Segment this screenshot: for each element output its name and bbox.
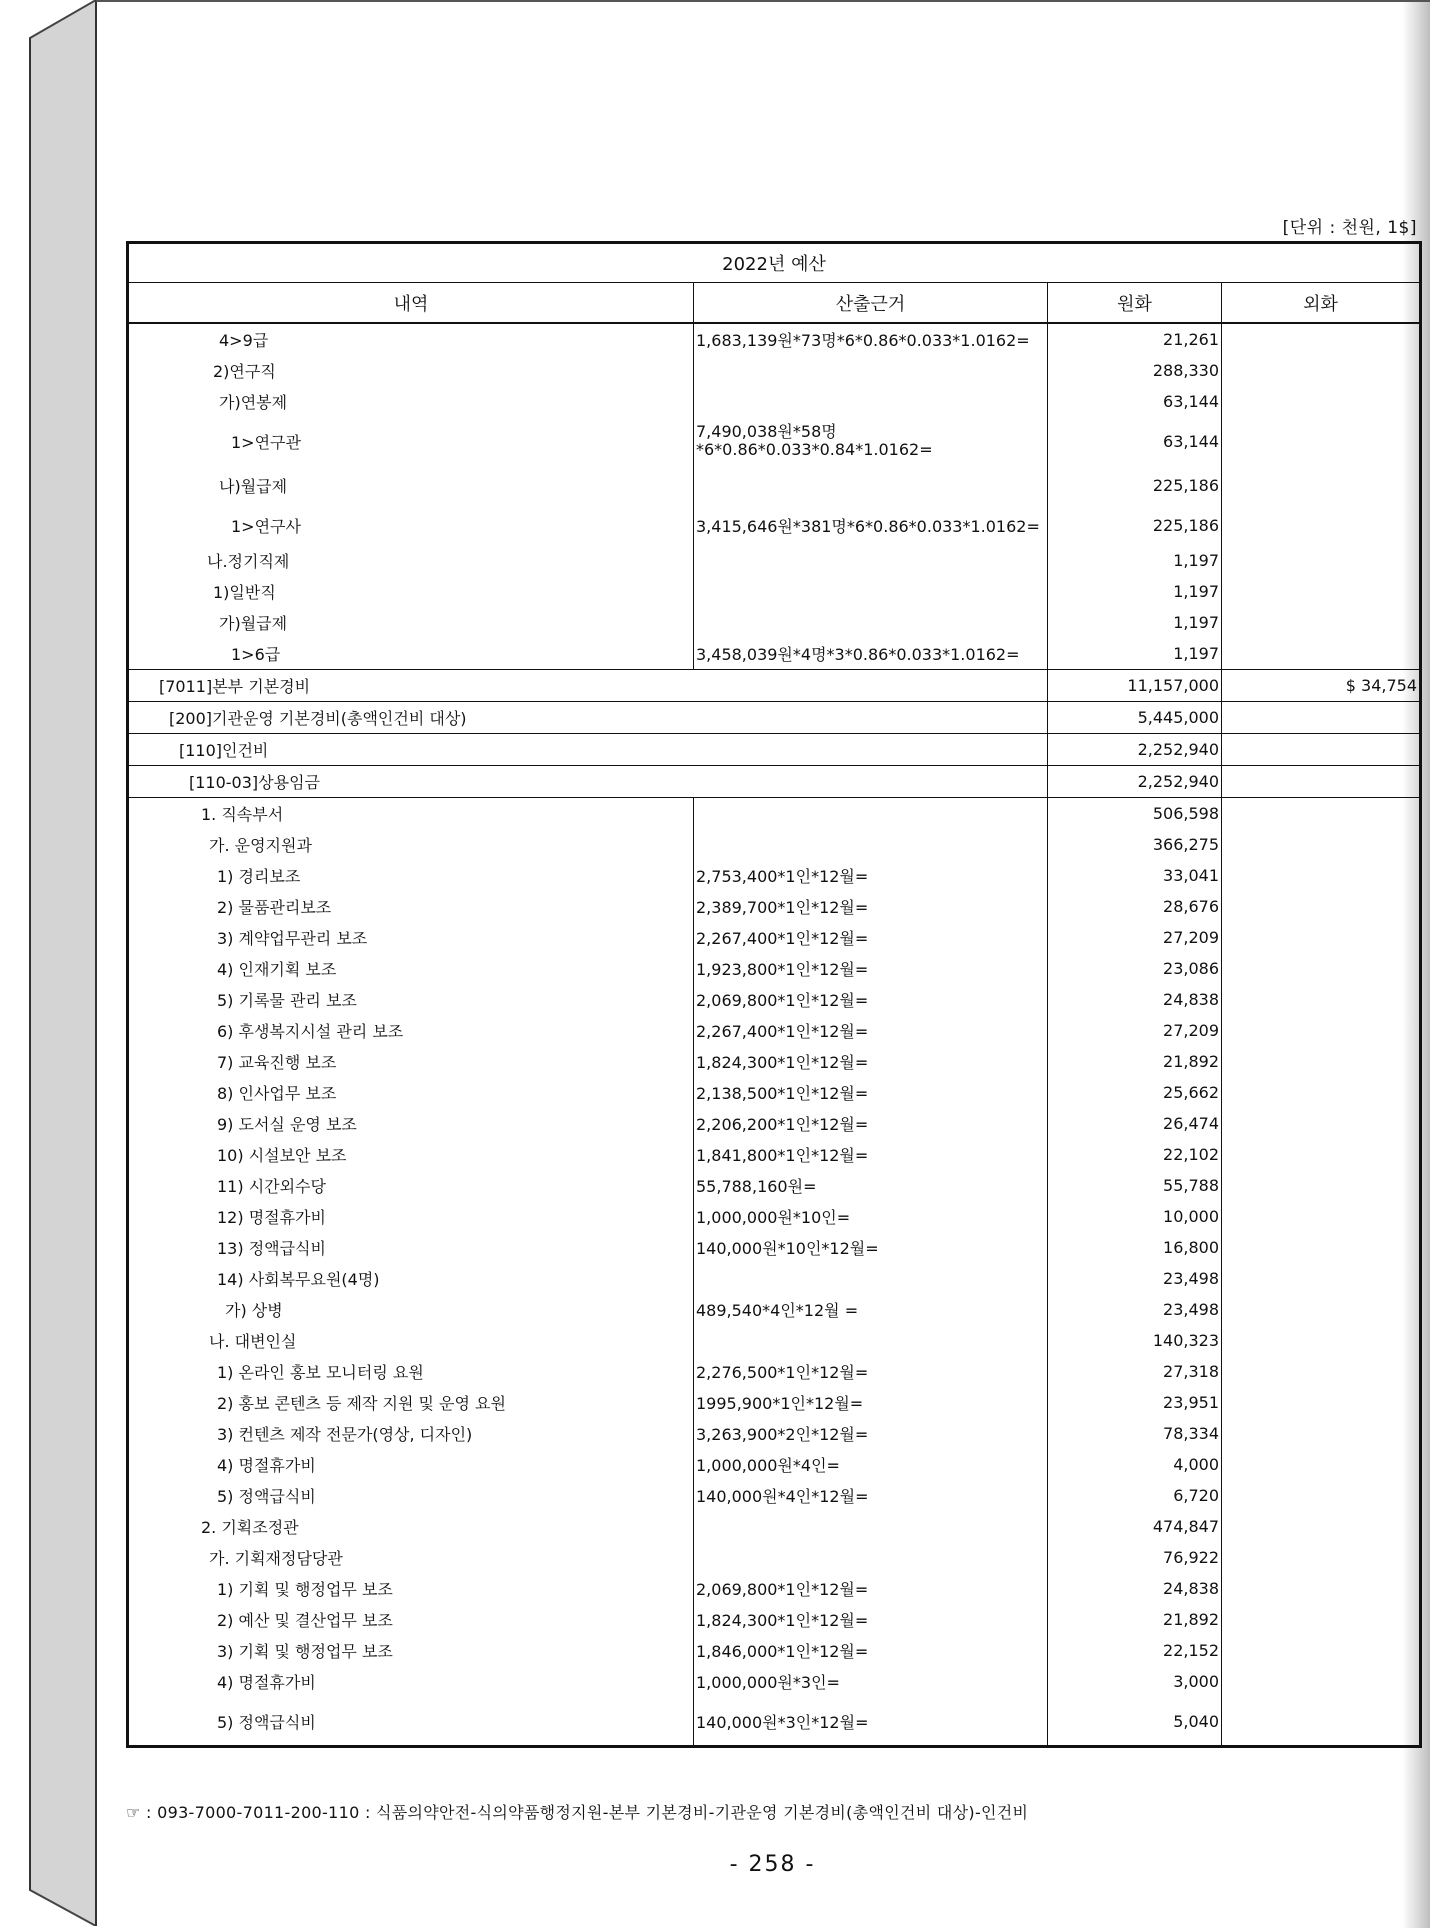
usd-cell: [1222, 1635, 1421, 1666]
usd-cell: [1222, 1480, 1421, 1511]
basis-cell: [694, 1263, 1048, 1294]
basis-cell: 55,788,160원=: [694, 1170, 1048, 1201]
table-row: [128, 1511, 1421, 1542]
usd-cell: [1222, 1449, 1421, 1480]
table-row: [128, 1449, 1421, 1480]
usd-cell: [1222, 1263, 1421, 1294]
basis-cell: 7,490,038원*58명*6*0.86*0.033*0.84*1.0162=: [694, 417, 1048, 465]
item-cell: 5) 정액급식비: [128, 1697, 694, 1747]
krw-cell: 10,000: [1048, 1201, 1222, 1232]
krw-cell: 21,261: [1048, 323, 1222, 355]
basis-cell: [694, 829, 1048, 860]
basis-cell: 2,276,500*1인*12월=: [694, 1356, 1048, 1387]
basis-cell: 2,389,700*1인*12월=: [694, 891, 1048, 922]
table-row: [128, 1480, 1421, 1511]
usd-cell: [1222, 1108, 1421, 1139]
item-cell: [7011]본부 기본경비: [128, 670, 1048, 702]
basis-cell: [694, 465, 1048, 505]
basis-cell: [694, 545, 1048, 576]
basis-cell: 2,267,400*1인*12월=: [694, 1015, 1048, 1046]
budget-rows: [128, 323, 1421, 1747]
table-row: [128, 734, 1421, 766]
krw-cell: 23,951: [1048, 1387, 1222, 1418]
item-cell: 나. 대변인실: [128, 1325, 694, 1356]
item-cell: 4) 인재기획 보조: [128, 953, 694, 984]
budget-table: [126, 241, 1422, 1748]
item-cell: [200]기관운영 기본경비(총액인건비 대상): [128, 702, 1048, 734]
item-cell: 3) 컨텐츠 제작 전문가(영상, 디자인): [128, 1418, 694, 1449]
table-row: [128, 355, 1421, 386]
table-row: [128, 417, 1421, 465]
item-cell: 4) 명절휴가비: [128, 1449, 694, 1480]
basis-cell: [694, 607, 1048, 638]
table-row: [128, 1263, 1421, 1294]
krw-cell: 6,720: [1048, 1480, 1222, 1511]
basis-cell: [694, 386, 1048, 417]
basis-cell: 1,923,800*1인*12월=: [694, 953, 1048, 984]
usd-cell: $ 34,754: [1222, 670, 1421, 702]
usd-cell: [1222, 1232, 1421, 1263]
item-cell: 8) 인사업무 보조: [128, 1077, 694, 1108]
item-cell: 4) 명절휴가비: [128, 1666, 694, 1697]
usd-cell: [1222, 1604, 1421, 1635]
usd-cell: [1222, 1387, 1421, 1418]
item-cell: 가. 운영지원과: [128, 829, 694, 860]
basis-cell: 1995,900*1인*12월=: [694, 1387, 1048, 1418]
usd-cell: [1222, 766, 1421, 798]
table-row: [128, 576, 1421, 607]
krw-cell: 474,847: [1048, 1511, 1222, 1542]
item-cell: 2) 홍보 콘텐츠 등 제작 지원 및 운영 요원: [128, 1387, 694, 1418]
basis-cell: 3,458,039원*4명*3*0.86*0.033*1.0162=: [694, 638, 1048, 670]
krw-cell: 1,197: [1048, 576, 1222, 607]
usd-cell: [1222, 1573, 1421, 1604]
krw-cell: 27,318: [1048, 1356, 1222, 1387]
usd-cell: [1222, 1542, 1421, 1573]
krw-cell: 23,498: [1048, 1263, 1222, 1294]
item-cell: 3) 계약업무관리 보조: [128, 922, 694, 953]
krw-cell: 25,662: [1048, 1077, 1222, 1108]
krw-cell: 26,474: [1048, 1108, 1222, 1139]
table-row: [128, 1170, 1421, 1201]
item-cell: 13) 정액급식비: [128, 1232, 694, 1263]
item-cell: 6) 후생복지시설 관리 보조: [128, 1015, 694, 1046]
usd-cell: [1222, 505, 1421, 545]
item-cell: 가)월급제: [128, 607, 694, 638]
item-cell: 10) 시설보안 보조: [128, 1139, 694, 1170]
table-row: [128, 1108, 1421, 1139]
table-row: [128, 1387, 1421, 1418]
table-row: [128, 1201, 1421, 1232]
usd-cell: [1222, 734, 1421, 766]
unit-label: [단위 : 천원, 1$]: [1282, 218, 1417, 238]
krw-cell: 33,041: [1048, 860, 1222, 891]
table-row: [128, 465, 1421, 505]
usd-cell: [1222, 1046, 1421, 1077]
item-cell: [110]인건비: [128, 734, 1048, 766]
basis-cell: 2,267,400*1인*12월=: [694, 922, 1048, 953]
table-row: [128, 1604, 1421, 1635]
krw-cell: 24,838: [1048, 1573, 1222, 1604]
usd-cell: [1222, 953, 1421, 984]
usd-cell: [1222, 829, 1421, 860]
basis-cell: 2,206,200*1인*12월=: [694, 1108, 1048, 1139]
krw-cell: 23,498: [1048, 1294, 1222, 1325]
basis-cell: 140,000원*3인*12월=: [694, 1697, 1048, 1747]
item-cell: 1) 경리보조: [128, 860, 694, 891]
usd-cell: [1222, 386, 1421, 417]
table-row: [128, 702, 1421, 734]
basis-cell: 3,415,646원*381명*6*0.86*0.033*1.0162=: [694, 505, 1048, 545]
table-row: [128, 860, 1421, 891]
krw-cell: 4,000: [1048, 1449, 1222, 1480]
basis-cell: [694, 798, 1048, 830]
usd-cell: [1222, 860, 1421, 891]
krw-cell: 1,197: [1048, 545, 1222, 576]
basis-cell: 1,000,000원*4인=: [694, 1449, 1048, 1480]
item-cell: 가. 기획재정담당관: [128, 1542, 694, 1573]
usd-cell: [1222, 984, 1421, 1015]
krw-cell: 1,197: [1048, 607, 1222, 638]
krw-cell: 22,102: [1048, 1139, 1222, 1170]
krw-cell: 506,598: [1048, 798, 1222, 830]
item-cell: 11) 시간외수당: [128, 1170, 694, 1201]
basis-cell: 140,000원*10인*12월=: [694, 1232, 1048, 1263]
column-header-krw: 원화: [1048, 283, 1222, 324]
table-row: [128, 1077, 1421, 1108]
basis-cell: 489,540*4인*12월 =: [694, 1294, 1048, 1325]
table-row: [128, 1046, 1421, 1077]
table-row: [128, 1294, 1421, 1325]
year-header: 2022년 예산: [128, 243, 1421, 283]
basis-cell: 3,263,900*2인*12월=: [694, 1418, 1048, 1449]
usd-cell: [1222, 1294, 1421, 1325]
table-row: [128, 1635, 1421, 1666]
usd-cell: [1222, 355, 1421, 386]
krw-cell: 16,800: [1048, 1232, 1222, 1263]
krw-cell: 63,144: [1048, 386, 1222, 417]
krw-cell: 225,186: [1048, 505, 1222, 545]
item-cell: 3) 기획 및 행정업무 보조: [128, 1635, 694, 1666]
table-row: [128, 766, 1421, 798]
krw-cell: 21,892: [1048, 1046, 1222, 1077]
basis-cell: 140,000원*4인*12월=: [694, 1480, 1048, 1511]
item-cell: 1) 기획 및 행정업무 보조: [128, 1573, 694, 1604]
basis-cell: 2,138,500*1인*12월=: [694, 1077, 1048, 1108]
item-cell: 2. 기획조정관: [128, 1511, 694, 1542]
item-cell: 4>9급: [128, 323, 694, 355]
book-spine-edge: [0, 0, 96, 1926]
krw-cell: 2,252,940: [1048, 766, 1222, 798]
krw-cell: 27,209: [1048, 1015, 1222, 1046]
table-row: [128, 638, 1421, 670]
usd-cell: [1222, 1325, 1421, 1356]
item-cell: [110-03]상용임금: [128, 766, 1048, 798]
usd-cell: [1222, 1201, 1421, 1232]
column-header-usd: 외화: [1222, 283, 1421, 324]
footnote: ☞ : 093-7000-7011-200-110 : 식품의약안전-식의약품행정지원-본부 기본경비-기관운영 기본경비(총액인건비 대상)-인건비: [126, 1803, 1029, 1822]
krw-cell: 55,788: [1048, 1170, 1222, 1201]
item-cell: 가)연봉제: [128, 386, 694, 417]
krw-cell: 1,197: [1048, 638, 1222, 670]
krw-cell: 76,922: [1048, 1542, 1222, 1573]
usd-cell: [1222, 607, 1421, 638]
krw-cell: 5,040: [1048, 1697, 1222, 1747]
item-cell: 2) 예산 및 결산업무 보조: [128, 1604, 694, 1635]
usd-cell: [1222, 891, 1421, 922]
basis-cell: 1,841,800*1인*12월=: [694, 1139, 1048, 1170]
krw-cell: 24,838: [1048, 984, 1222, 1015]
basis-cell: 2,069,800*1인*12월=: [694, 984, 1048, 1015]
table-row: [128, 670, 1421, 702]
table-row: [128, 1666, 1421, 1697]
basis-cell: 2,753,400*1인*12월=: [694, 860, 1048, 891]
table-row: [128, 953, 1421, 984]
krw-cell: 366,275: [1048, 829, 1222, 860]
item-cell: 1. 직속부서: [128, 798, 694, 830]
basis-cell: 1,000,000원*3인=: [694, 1666, 1048, 1697]
usd-cell: [1222, 1015, 1421, 1046]
item-cell: 9) 도서실 운영 보조: [128, 1108, 694, 1139]
table-row: [128, 1325, 1421, 1356]
basis-cell: [694, 1325, 1048, 1356]
krw-cell: 21,892: [1048, 1604, 1222, 1635]
item-cell: 1>연구관: [128, 417, 694, 465]
krw-cell: 78,334: [1048, 1418, 1222, 1449]
basis-cell: 1,000,000원*10인=: [694, 1201, 1048, 1232]
basis-cell: 1,683,139원*73명*6*0.86*0.033*1.0162=: [694, 323, 1048, 355]
krw-cell: 225,186: [1048, 465, 1222, 505]
basis-cell: 1,824,300*1인*12월=: [694, 1046, 1048, 1077]
item-cell: 12) 명절휴가비: [128, 1201, 694, 1232]
page-number: - 258 -: [729, 1852, 816, 1877]
usd-cell: [1222, 922, 1421, 953]
krw-cell: 63,144: [1048, 417, 1222, 465]
table-row: [128, 922, 1421, 953]
table-row: [128, 829, 1421, 860]
usd-cell: [1222, 702, 1421, 734]
usd-cell: [1222, 465, 1421, 505]
usd-cell: [1222, 638, 1421, 670]
krw-cell: 23,086: [1048, 953, 1222, 984]
basis-cell: [694, 1511, 1048, 1542]
usd-cell: [1222, 1666, 1421, 1697]
item-cell: 1)일반직: [128, 576, 694, 607]
krw-cell: 5,445,000: [1048, 702, 1222, 734]
table-row: [128, 545, 1421, 576]
item-cell: 1>연구사: [128, 505, 694, 545]
table-row: [128, 1418, 1421, 1449]
table-row: [128, 1573, 1421, 1604]
table-row: [128, 323, 1421, 355]
krw-cell: 11,157,000: [1048, 670, 1222, 702]
table-row: [128, 505, 1421, 545]
column-header-basis: 산출근거: [694, 283, 1048, 324]
table-row: [128, 607, 1421, 638]
usd-cell: [1222, 1697, 1421, 1747]
krw-cell: 140,323: [1048, 1325, 1222, 1356]
basis-cell: [694, 355, 1048, 386]
usd-cell: [1222, 323, 1421, 355]
table-row: [128, 1697, 1421, 1747]
usd-cell: [1222, 545, 1421, 576]
basis-cell: 2,069,800*1인*12월=: [694, 1573, 1048, 1604]
table-row: [128, 1542, 1421, 1573]
table-row: [128, 984, 1421, 1015]
table-row: [128, 1139, 1421, 1170]
usd-cell: [1222, 1139, 1421, 1170]
krw-cell: 27,209: [1048, 922, 1222, 953]
column-header-item: 내역: [128, 283, 694, 324]
item-cell: 1) 온라인 홍보 모니터링 요원: [128, 1356, 694, 1387]
item-cell: 나.정기직제: [128, 545, 694, 576]
item-cell: 5) 정액급식비: [128, 1480, 694, 1511]
item-cell: 나)월급제: [128, 465, 694, 505]
krw-cell: 288,330: [1048, 355, 1222, 386]
usd-cell: [1222, 1077, 1421, 1108]
usd-cell: [1222, 1511, 1421, 1542]
usd-cell: [1222, 417, 1421, 465]
basis-cell: [694, 1542, 1048, 1573]
krw-cell: 22,152: [1048, 1635, 1222, 1666]
table-row: [128, 386, 1421, 417]
item-cell: 가) 상병: [128, 1294, 694, 1325]
item-cell: 1>6급: [128, 638, 694, 670]
basis-cell: [694, 576, 1048, 607]
table-row: [128, 1232, 1421, 1263]
item-cell: 14) 사회복무요원(4명): [128, 1263, 694, 1294]
krw-cell: 28,676: [1048, 891, 1222, 922]
usd-cell: [1222, 1418, 1421, 1449]
item-cell: 2)연구직: [128, 355, 694, 386]
krw-cell: 2,252,940: [1048, 734, 1222, 766]
usd-cell: [1222, 576, 1421, 607]
krw-cell: 3,000: [1048, 1666, 1222, 1697]
item-cell: 7) 교육진행 보조: [128, 1046, 694, 1077]
usd-cell: [1222, 1356, 1421, 1387]
table-row: [128, 891, 1421, 922]
usd-cell: [1222, 1170, 1421, 1201]
table-row: [128, 798, 1421, 830]
basis-cell: 1,824,300*1인*12월=: [694, 1604, 1048, 1635]
item-cell: 2) 물품관리보조: [128, 891, 694, 922]
table-row: [128, 1356, 1421, 1387]
item-cell: 5) 기록물 관리 보조: [128, 984, 694, 1015]
table-row: [128, 1015, 1421, 1046]
usd-cell: [1222, 798, 1421, 830]
basis-cell: 1,846,000*1인*12월=: [694, 1635, 1048, 1666]
